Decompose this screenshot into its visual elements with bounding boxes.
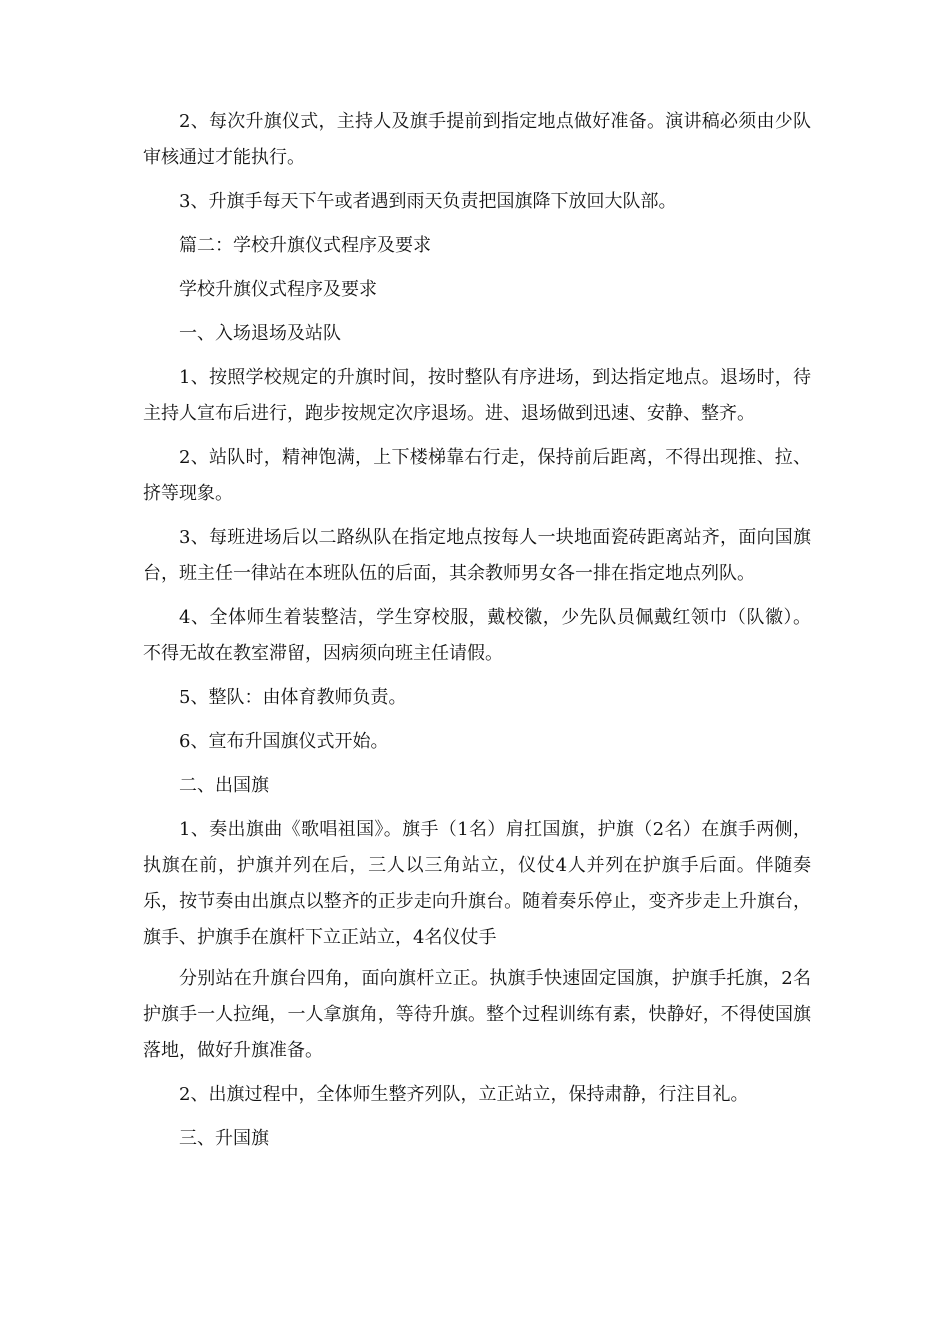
paragraph-16-heading: 三、升国旗 bbox=[179, 1128, 269, 1149]
document-body bbox=[143, 104, 811, 1165]
paragraph-1: 2、每次升旗仪式，主持人及旗手提前到指定地点做好准备。演讲稿必须由少队审核通过才能执行。 bbox=[143, 111, 811, 168]
paragraph-15: 2、出旗过程中，全体师生整齐列队，立正站立，保持肃静，行注目礼。 bbox=[179, 1084, 749, 1105]
paragraph-13: 1、奏出旗曲《歌唱祖国》。旗手（1名）肩扛国旗，护旗（2名）在旗手两侧，执旗在前，护旗并列在后，三人以三角站立，仪仗4人并列在护旗手后面。伴随奏乐，按节奏由出旗点以整齐的正步走向升旗台。随着奏乐停止，变齐步走上升旗台，旗手、护旗手在旗杆下立正站立，4名仪仗手 bbox=[143, 819, 811, 948]
paragraph-3-section-title: 篇二：学校升旗仪式程序及要求 bbox=[179, 235, 431, 256]
paragraph-2: 3、升旗手每天下午或者遇到雨天负责把国旗降下放回大队部。 bbox=[179, 191, 677, 212]
paragraph-6: 1、按照学校规定的升旗时间，按时整队有序进场，到达指定地点。退场时，待主持人宣布后进行，跑步按规定次序退场。进、退场做到迅速、安静、整齐。 bbox=[143, 367, 811, 424]
paragraph-10: 5、整队：由体育教师负责。 bbox=[179, 687, 407, 708]
paragraph-12-heading: 二、出国旗 bbox=[179, 775, 269, 796]
paragraph-5-heading: 一、入场退场及站队 bbox=[179, 323, 341, 344]
paragraph-8: 3、每班进场后以二路纵队在指定地点按每人一块地面瓷砖距离站齐，面向国旗台，班主任一律站在本班队伍的后面，其余教师男女各一排在指定地点列队。 bbox=[143, 527, 811, 584]
paragraph-4-doc-title: 学校升旗仪式程序及要求 bbox=[179, 279, 377, 300]
paragraph-14: 分别站在升旗台四角，面向旗杆立正。执旗手快速固定国旗，护旗手托旗，2名护旗手一人拉绳，一人拿旗角，等待升旗。整个过程训练有素，快静好，不得使国旗落地，做好升旗准备。 bbox=[143, 968, 811, 1061]
paragraph-11: 6、宣布升国旗仪式开始。 bbox=[179, 731, 389, 752]
paragraph-9: 4、全体师生着装整洁，学生穿校服，戴校徽，少先队员佩戴红领巾（队徽）。不得无故在教室滞留，因病须向班主任请假。 bbox=[143, 607, 811, 664]
paragraph-7: 2、站队时，精神饱满，上下楼梯靠右行走，保持前后距离，不得出现推、拉、挤等现象。 bbox=[143, 447, 811, 504]
